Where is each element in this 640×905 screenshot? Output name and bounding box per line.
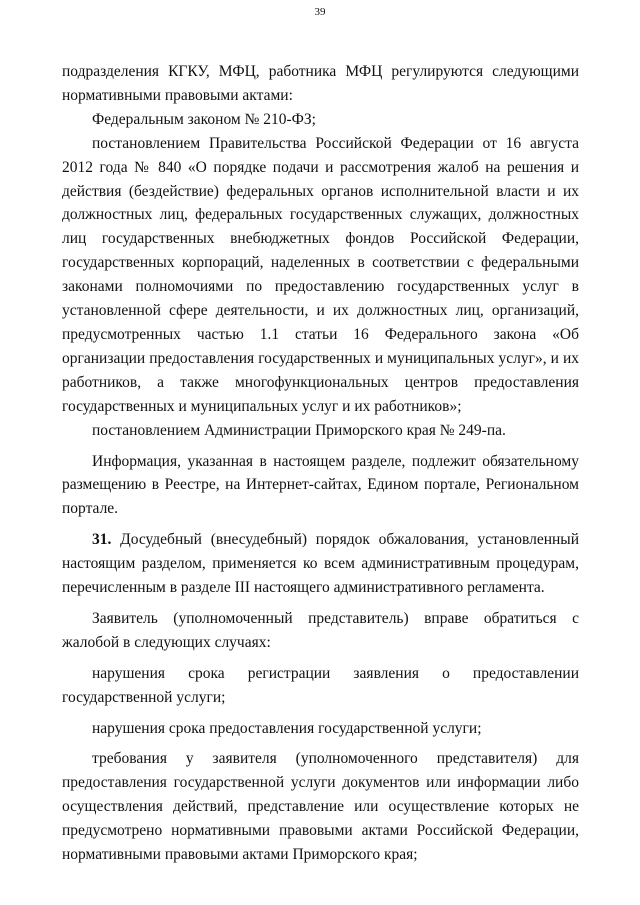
paragraph-intro: подразделения КГКУ, МФЦ, работника МФЦ регулируются следующими нормативными правовыми актами: [62,63,579,104]
paragraph-complaint-cases: Заявитель (уполномоченный представитель) вправе обратиться с жалобой в следующих случаях: [62,609,579,651]
paragraph-government-decree: постановлением Правительства Российской Федерации от 16 августа 2012 года № 840 «О порядке подачи и рассмотрения жалоб на решения и действия (бездействие) федеральных органов исполнительной власти и их должностных лиц, федеральных государственных служащих, должностных лиц государственных внебюджетных фондов Российской Федерации, государственных корпораций, наделенных в соответствии с федеральными законами полномочиями по предоставлению государственных услуг в установленной сфере деятельности, и их должностных лиц, организаций, предусмотренных частью 1.1 статьи 16 Федерального закона «Об организации предоставления государственных и муниципальных услуг», и их работников, а также многофункциональных центров предоставления государственных и муниципальных услуг и их работников»; [62,134,579,415]
paragraph-administration-decree: постановлением Администрации Приморского края № 249-па. [92,421,506,439]
page-number: 39 [314,6,326,18]
clause-number: 31. [92,531,112,549]
paragraph-federal-law: Федеральным законом № 210-ФЗ; [92,110,316,128]
paragraph-information-placement: Информация, указанная в настоящем разделе, подлежит обязательному размещению в Реестре, на Интернет-сайтах, Едином портале, Региональном портале. [62,452,579,518]
paragraph-registration-violation: нарушения срока регистрации заявления о предоставлении государственной услуги; [62,664,579,706]
paragraph-documents-requirement: требования у заявителя (уполномоченного представителя) для предоставления государственной услуги документов или информации либо осуществления действий, представление или осуществление которых не предусмотрено нормативными правовыми актами Российской Федерации, нормативными правовыми актами Приморского края; [62,750,579,864]
paragraph-clause-31 [62,528,579,600]
document-body [62,60,579,867]
clause-31-text: Досудебный (внесудебный) порядок обжалования, установленный настоящим разделом, применяется ко всем административным процедурам, перечисленным в разделе III настоящего административного регламента. [62,531,579,597]
paragraph-provision-violation: нарушения срока предоставления государственной услуги; [92,719,482,737]
